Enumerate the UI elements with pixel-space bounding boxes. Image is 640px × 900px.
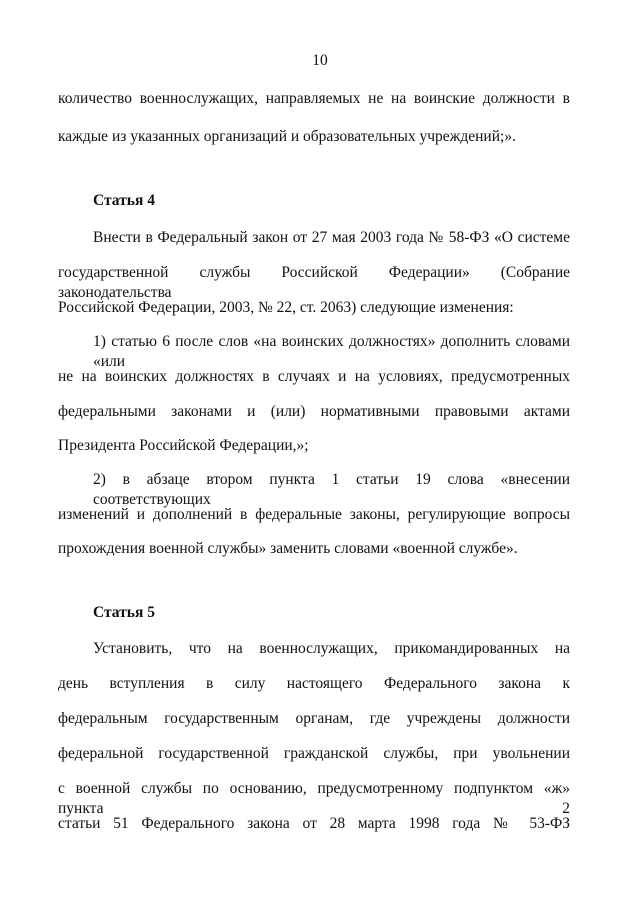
text-line: не на воинских должностях в случаях и на условиях, предусмотренных bbox=[58, 368, 570, 385]
text-line: федеральной государственной гражданской службы, при увольнении bbox=[58, 745, 570, 762]
text-line: Внести в Федеральный закон от 27 мая 2003 года № 58-ФЗ «О системе bbox=[93, 229, 570, 246]
text-line: с военной службы по основанию, предусмотренному подпунктом «ж» пункта 2 bbox=[58, 780, 570, 817]
text-line: Президента Российской Федерации,»; bbox=[58, 437, 309, 454]
article-4-heading: Статья 4 bbox=[93, 192, 155, 209]
text-line: изменений и дополнений в федеральные законы, регулирующие вопросы bbox=[58, 506, 570, 523]
text-line: 2) в абзаце втором пункта 1 статьи 19 слова «внесении соответствующих bbox=[93, 471, 570, 508]
text-line: каждые из указанных организаций и образовательных учреждений;». bbox=[58, 128, 516, 145]
text-line: 1) статью 6 после слов «на воинских должностях» дополнить словами «или bbox=[93, 333, 570, 370]
text-line: количество военнослужащих, направляемых не на воинские должности в bbox=[58, 90, 570, 107]
page-number: 10 bbox=[312, 52, 328, 69]
text-line: статьи 51 Федерального закона от 28 марта 1998 года № 53-ФЗ bbox=[58, 815, 570, 832]
text-line: федеральным государственным органам, где учреждены должности bbox=[58, 710, 570, 727]
text-line: день вступления в силу настоящего Федерального закона к bbox=[58, 675, 570, 692]
article-5-heading: Статья 5 bbox=[93, 604, 155, 621]
text-line: Установить, что на военнослужащих, прикомандированных на bbox=[93, 640, 570, 657]
text-line: Российской Федерации, 2003, № 22, ст. 2063) следующие изменения: bbox=[58, 299, 514, 316]
text-line: федеральными законами и (или) нормативными правовыми актами bbox=[58, 403, 570, 420]
text-line: прохождения военной службы» заменить словами «военной службе». bbox=[58, 540, 518, 557]
text-line: государственной службы Российской Федерации» (Собрание законодательства bbox=[58, 264, 570, 301]
